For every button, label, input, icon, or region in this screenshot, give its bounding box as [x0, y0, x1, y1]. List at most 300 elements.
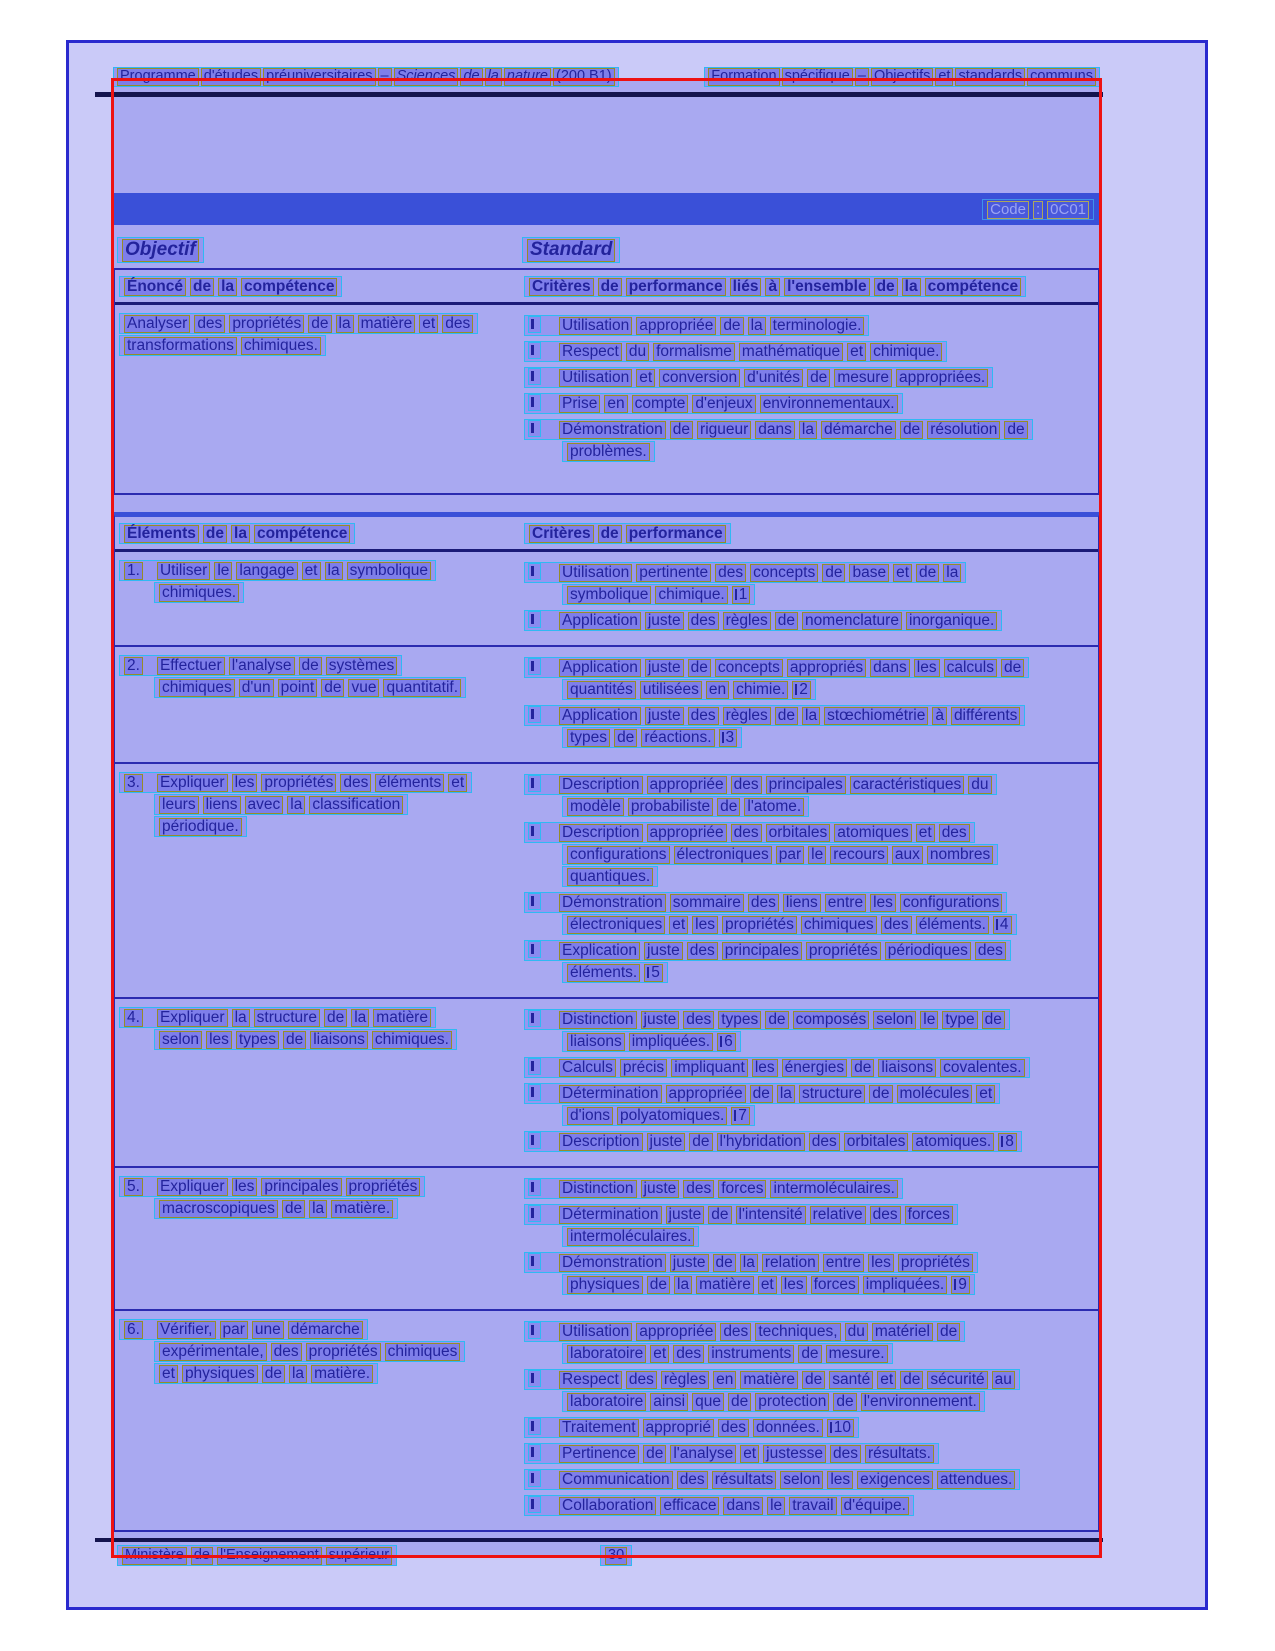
footnote-marker: 2 [792, 681, 811, 699]
word-box: Utilisation [559, 1323, 632, 1341]
word-box: Détermination [559, 1085, 662, 1103]
word-box: matière. [311, 1365, 373, 1383]
word-box: protection [755, 1393, 829, 1411]
word-box: de [1004, 421, 1027, 439]
header-rule [95, 92, 1103, 97]
word-box: données. [753, 1419, 823, 1437]
word-box: et [935, 68, 953, 86]
element-row [115, 645, 1098, 762]
word-box: les [827, 1471, 853, 1489]
element-line [119, 655, 402, 676]
word-box: relative [810, 1206, 866, 1224]
footnote-marker: 5 [644, 964, 663, 982]
word-box: symbolique [347, 562, 431, 580]
word-box: éléments. [916, 916, 989, 934]
criterion-line [524, 892, 1007, 913]
word-box: liens [783, 894, 821, 912]
word-box: langage [236, 562, 297, 580]
element-line [119, 1176, 425, 1197]
criterion [524, 1443, 1094, 1464]
word-box: vue [348, 679, 379, 697]
word-box: probabiliste [628, 798, 713, 816]
bullet-icon [528, 1084, 541, 1101]
word-box: les [870, 894, 896, 912]
word-box: Vérifier, [157, 1321, 216, 1339]
word-box: règles [723, 612, 771, 630]
word-box: quantités [567, 681, 636, 699]
word-box: propriétés [229, 315, 304, 333]
word-box: types [567, 729, 610, 747]
criterion-line [524, 1321, 965, 1342]
word-box: la [943, 564, 961, 582]
header-criteres [520, 522, 1098, 545]
element-line [154, 1341, 465, 1362]
word-box: de [937, 1323, 960, 1341]
word-box: la [218, 278, 237, 296]
word-box: justesse [763, 1445, 826, 1463]
word-box: utilisées [640, 681, 702, 699]
word-box: chimique. [870, 343, 942, 361]
word-box: compétence [254, 525, 350, 543]
word-box: dans [870, 659, 910, 677]
footnote-bar [954, 1279, 956, 1290]
element-cell [115, 1006, 520, 1157]
word-box: macroscopiques [159, 1200, 278, 1218]
word-box: de [900, 421, 923, 439]
word-box: la [231, 525, 250, 543]
word-box: Respect [559, 343, 622, 361]
element-cell [115, 1175, 520, 1300]
word-box: principales [722, 942, 802, 960]
word-box: liens [203, 796, 241, 814]
word-box: propriétés [722, 916, 797, 934]
criterion [524, 1252, 1094, 1295]
word-box: des [881, 916, 912, 934]
word-box: l'hybridation [717, 1133, 805, 1151]
word-box: au [992, 1371, 1015, 1389]
word-box: et [916, 824, 935, 842]
word-box: l'ensemble [784, 278, 870, 296]
word-box: Formation [708, 68, 779, 86]
element-line [154, 677, 466, 698]
word-box: les [914, 659, 940, 677]
word-box: les [232, 1178, 258, 1196]
criterion [524, 341, 1094, 362]
word-box: Distinction [559, 1180, 637, 1198]
word-box: appropriés [787, 659, 866, 677]
word-box: juste [641, 1011, 680, 1029]
word-box: la [336, 315, 354, 333]
word-box: à [765, 278, 780, 296]
word-box: entre [825, 894, 866, 912]
word-box: environnementaux. [760, 395, 898, 413]
word-box: de [982, 1011, 1005, 1029]
word-box: liés [730, 278, 762, 296]
element-row [115, 1166, 1098, 1309]
word-box: terminologie. [770, 317, 865, 335]
word-box: par [220, 1321, 248, 1339]
word-box: de [670, 421, 693, 439]
word-box: atomiques [834, 824, 912, 842]
word-box: en [604, 395, 627, 413]
criterion-line [524, 822, 975, 843]
word-box: liaisons [878, 1059, 936, 1077]
word-box: Application [559, 659, 641, 677]
criterion-line [524, 1369, 1020, 1390]
word-box: la [777, 1085, 795, 1103]
criterion-line [524, 367, 993, 388]
element-number: 1. [124, 562, 143, 580]
criterion-line [562, 1226, 699, 1247]
word-box: du [626, 343, 649, 361]
word-box: base [849, 564, 889, 582]
word-box: précis [620, 1059, 667, 1077]
criterion [524, 1057, 1094, 1078]
word-box: des [677, 1471, 708, 1489]
word-box: du [968, 776, 991, 794]
word-box: Objectif [122, 239, 199, 262]
word-box: de [750, 1085, 773, 1103]
word-box: de [720, 317, 743, 335]
word-box: problèmes. [567, 443, 650, 461]
bullet-icon [528, 941, 541, 958]
bullet-icon [528, 1496, 541, 1513]
word-box: des [720, 1323, 751, 1341]
word-box: de [822, 564, 845, 582]
word-box: Expliquer [157, 774, 228, 792]
criterion-line [562, 796, 809, 817]
bullet-icon [528, 420, 541, 437]
word-box: juste [666, 1206, 705, 1224]
word-box: dans [723, 1497, 763, 1515]
word-box: chimique. [655, 586, 727, 604]
word-box: efficace [660, 1497, 719, 1515]
word-box: juste [670, 1254, 709, 1272]
code-band [113, 193, 1100, 225]
word-box: l'intensité [736, 1206, 806, 1224]
word-box: l'Enseignement [217, 1547, 322, 1565]
word-box: règles [723, 707, 771, 725]
word-box: dans [755, 421, 795, 439]
competence-row [115, 305, 1098, 476]
criterion-line [562, 914, 1017, 935]
word-box: de [689, 1133, 712, 1151]
word-box: Démonstration [559, 894, 666, 912]
word-box: des [870, 1206, 901, 1224]
word-box: exigences [857, 1471, 933, 1489]
word-box: des [626, 1371, 657, 1389]
criterion-line [524, 562, 966, 583]
word-box: Application [559, 707, 641, 725]
word-box: d'ions [567, 1107, 613, 1125]
word-box: le [214, 562, 232, 580]
word-box: intermoléculaires. [567, 1228, 694, 1246]
word-box: Description [559, 776, 643, 794]
word-box: calculs [944, 659, 997, 677]
criterion-line [524, 1252, 978, 1273]
page-header [113, 66, 1100, 88]
word-box: de [775, 707, 798, 725]
word-box: le [767, 1497, 785, 1515]
header-enonce [115, 275, 520, 298]
word-box: propriétés [346, 1178, 421, 1196]
word-box: structure [254, 1009, 320, 1027]
bullet-icon [528, 775, 541, 792]
criterion-line [524, 940, 1011, 961]
element-number: 6. [124, 1321, 143, 1339]
word-box: de [775, 612, 798, 630]
criterion-line [524, 1495, 914, 1516]
word-box: et [419, 315, 438, 333]
criterion-line [562, 844, 998, 865]
element-line [119, 1319, 368, 1340]
word-box: des [271, 1343, 302, 1361]
word-box: ainsi [650, 1393, 688, 1411]
footnote-bar [735, 589, 737, 600]
header-line [119, 276, 342, 297]
word-box: résultats [712, 1471, 777, 1489]
word-box: Effectuer [157, 657, 225, 675]
word-box: Détermination [559, 1206, 662, 1224]
word-box: pertinente [636, 564, 711, 582]
footnote-marker: 8 [998, 1133, 1017, 1151]
criterion-line [524, 610, 1002, 631]
objectif-title [117, 237, 204, 263]
criterion [524, 822, 1094, 887]
word-box: préuniversitaires [263, 68, 375, 86]
criterion-line [524, 1443, 939, 1464]
word-box: le [920, 1011, 938, 1029]
word-box: de [874, 278, 898, 296]
word-box: modèle [567, 798, 624, 816]
criterion-line [562, 866, 658, 887]
criterion [524, 1369, 1094, 1412]
criterion [524, 774, 1094, 817]
word-box: 30 [605, 1547, 627, 1565]
word-box: caractéristiques [850, 776, 965, 794]
word-box: des [939, 824, 970, 842]
word-box: de [647, 1276, 670, 1294]
word-box: Utilisation [559, 564, 632, 582]
word-box: Explication [559, 942, 640, 960]
word-box: des [809, 1133, 840, 1151]
criterion-line [562, 1031, 741, 1052]
word-box: et [302, 562, 321, 580]
criteria-cell [520, 654, 1098, 753]
word-box: Utiliser [157, 562, 210, 580]
word-box: approprié [643, 1419, 715, 1437]
word-box: nomenclature [802, 612, 902, 630]
criterion [524, 419, 1094, 462]
word-box: – [378, 68, 392, 86]
word-box: de [869, 1085, 892, 1103]
element-cell [115, 1318, 520, 1521]
word-box: de [598, 525, 622, 543]
word-box: sécurité [927, 1371, 987, 1389]
word-box: Programme [117, 68, 199, 86]
word-box: juste [644, 942, 683, 960]
word-box: de [717, 798, 740, 816]
word-box: Énoncé [124, 278, 186, 296]
word-box: quantitatif. [383, 679, 461, 697]
word-box: la [802, 707, 820, 725]
word-box: périodiques [885, 942, 971, 960]
criterion [524, 1495, 1094, 1516]
bullet-icon [528, 893, 541, 910]
word-box: communs [1027, 68, 1096, 86]
word-box: laboratoire [567, 1345, 646, 1363]
word-box: des [731, 776, 762, 794]
element-row [115, 762, 1098, 997]
footnote-bar [795, 684, 797, 695]
bullet-icon [528, 706, 541, 723]
table-competence [113, 268, 1100, 495]
word-box: que [692, 1393, 724, 1411]
word-box: de [833, 1393, 856, 1411]
word-box: des [687, 942, 718, 960]
word-box: Démonstration [559, 421, 666, 439]
word-box: l'environnement. [861, 1393, 980, 1411]
criterion-line [562, 441, 655, 462]
word-box: structure [799, 1085, 865, 1103]
word-box: configurations [567, 846, 670, 864]
word-box: la [485, 68, 502, 86]
element-line [119, 560, 436, 581]
footnote-bar [830, 1422, 832, 1433]
word-box: Expliquer [157, 1009, 228, 1027]
word-box: d'équipe. [841, 1497, 909, 1515]
word-box: type [942, 1011, 977, 1029]
footnote-bar [647, 967, 649, 978]
word-box: propriétés [898, 1254, 973, 1272]
word-box: Expliquer [157, 1178, 228, 1196]
element-line [154, 1029, 457, 1050]
word-box: attendues. [937, 1471, 1015, 1489]
word-box: de [262, 1365, 285, 1383]
word-box: configurations [900, 894, 1003, 912]
word-box: Communication [559, 1471, 673, 1489]
word-box: et [877, 1371, 896, 1389]
table-elements-body [115, 552, 1098, 1530]
criterion-line [562, 1274, 975, 1295]
footnote-marker: 4 [993, 916, 1012, 934]
word-box: réactions. [641, 729, 714, 747]
word-box: Prise [559, 395, 600, 413]
word-box: et [847, 343, 866, 361]
element-line [154, 1198, 398, 1219]
criterion-line [524, 1083, 1000, 1104]
word-box: Sciences [394, 68, 459, 86]
word-box: de [324, 1009, 347, 1027]
word-box: techniques, [755, 1323, 840, 1341]
word-box: juste [645, 659, 684, 677]
competence-criteria [520, 312, 1098, 467]
word-box: de [765, 1011, 788, 1029]
word-box: rigueur [697, 421, 751, 439]
word-box: propriétés [261, 774, 336, 792]
criterion-line [524, 1009, 1010, 1030]
word-box: compétence [925, 278, 1021, 296]
word-box: concepts [715, 659, 783, 677]
word-box: propriétés [806, 942, 881, 960]
word-box: physiques [182, 1365, 258, 1383]
criterion-line [524, 393, 903, 414]
criterion [524, 367, 1094, 388]
word-box: mesure [834, 369, 892, 387]
header-line [119, 523, 355, 544]
word-box: l'atome. [744, 798, 804, 816]
word-box: impliquant [671, 1059, 748, 1077]
element-line [119, 1007, 436, 1028]
word-box: – [855, 68, 869, 86]
bullet-icon [528, 1132, 541, 1149]
word-box: matière [373, 1009, 431, 1027]
word-box: en [713, 1371, 736, 1389]
word-box: Calculs [559, 1059, 616, 1077]
criterion [524, 315, 1094, 336]
word-box: recours [830, 846, 888, 864]
word-box: polyatomiques. [617, 1107, 727, 1125]
word-box: des [688, 707, 719, 725]
word-box: d'un [239, 679, 274, 697]
word-box: Utilisation [559, 317, 632, 335]
word-box: le [808, 846, 826, 864]
word-box: orbitales [844, 1133, 909, 1151]
word-box: conversion [659, 369, 740, 387]
word-box: types [236, 1031, 279, 1049]
word-box: stœchiométrie [824, 707, 928, 725]
criterion [524, 610, 1094, 631]
criterion [524, 1178, 1094, 1199]
word-box: (200.B1) [553, 68, 615, 86]
word-box: matière. [331, 1200, 393, 1218]
word-box: la [309, 1200, 327, 1218]
word-box: une [252, 1321, 284, 1339]
word-box: performance [626, 525, 726, 543]
word-box: sommaire [670, 894, 744, 912]
bullet-icon [528, 563, 541, 580]
criterion-line [562, 1391, 985, 1412]
word-box: propriétés [306, 1343, 381, 1361]
bullet-icon [528, 1205, 541, 1222]
word-box: Utilisation [559, 369, 632, 387]
word-box: des [442, 315, 473, 333]
criterion [524, 1469, 1094, 1490]
criteria-cell [520, 559, 1098, 636]
criterion-line [562, 1343, 893, 1364]
word-box: de [807, 369, 830, 387]
word-box: nombres [927, 846, 993, 864]
word-box: : [1033, 201, 1043, 219]
word-box: énergies [782, 1059, 847, 1077]
word-box: Pertinence [559, 1445, 639, 1463]
bullet-icon [528, 342, 541, 359]
word-box: quantiques. [567, 868, 653, 886]
word-box: Application [559, 612, 641, 630]
word-box: la [287, 796, 305, 814]
word-box: impliquées. [629, 1033, 713, 1051]
word-box: Critères [529, 278, 594, 296]
criterion-line [562, 727, 742, 748]
word-box: résolution [927, 421, 1000, 439]
bullet-icon [528, 316, 541, 333]
standard-title [522, 237, 620, 263]
word-box: impliquées. [863, 1276, 947, 1294]
word-box: Éléments [124, 525, 199, 543]
word-box: laboratoire [567, 1393, 646, 1411]
word-box: de [308, 315, 331, 333]
header-left [113, 67, 619, 87]
